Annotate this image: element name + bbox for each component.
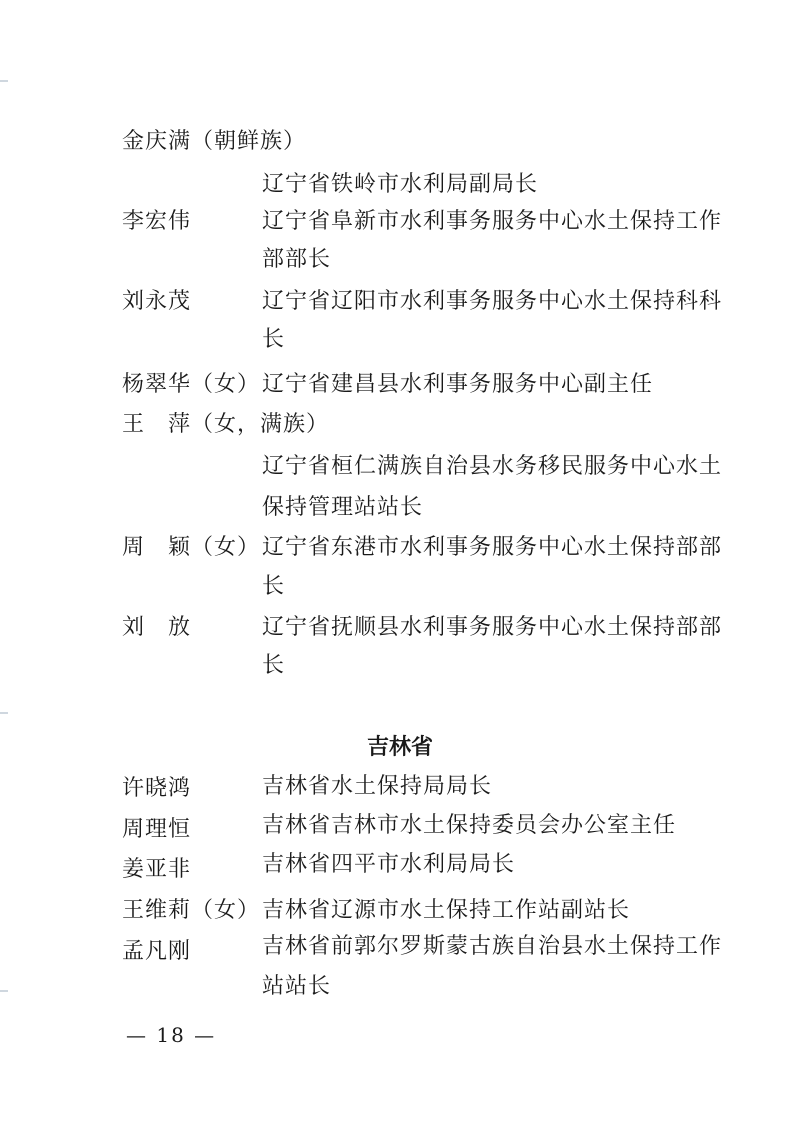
person-title-continued: 长 [262, 327, 286, 352]
person-name: 刘永茂 [122, 289, 192, 314]
person-title: 吉林省前郭尔罗斯蒙古族自治县水土保持工作 [262, 934, 723, 959]
person-title: 辽宁省阜新市水利事务服务中心水土保持工作 [262, 209, 723, 234]
person-title: 辽宁省辽阳市水利事务服务中心水土保持科科 [262, 289, 723, 314]
person-title: 吉林省四平市水利局局长 [262, 852, 516, 877]
page-number: — 18 — [126, 1023, 217, 1047]
person-title-continued: 长 [262, 653, 286, 678]
person-title: 吉林省水土保持局局长 [262, 774, 493, 799]
person-name: 金庆满（朝鲜族） [122, 129, 307, 154]
person-title-continued: 保持管理站站长 [262, 495, 424, 520]
person-title: 辽宁省桓仁满族自治县水务移民服务中心水土 [262, 454, 723, 479]
person-title: 吉林省吉林市水土保持委员会办公室主任 [262, 813, 677, 838]
person-name: 杨翠华（女） [122, 372, 261, 397]
scan-margin-mark [0, 990, 8, 992]
person-name: 孟凡刚 [122, 939, 192, 964]
person-title-continued: 站站长 [262, 974, 332, 999]
person-name: 姜亚非 [122, 857, 192, 882]
person-title: 辽宁省抚顺县水利事务服务中心水土保持部部 [262, 615, 723, 640]
person-name: 王 萍（女，满族） [122, 412, 330, 437]
person-name: 刘 放 [122, 615, 192, 640]
scan-margin-mark [0, 80, 8, 82]
person-name: 周理恒 [122, 817, 192, 842]
person-title-continued: 长 [262, 574, 286, 599]
person-name: 许晓鸿 [122, 776, 192, 801]
person-title: 辽宁省铁岭市水利局副局长 [262, 172, 539, 197]
scan-margin-mark [0, 712, 8, 714]
person-name: 王维莉（女） [122, 898, 261, 923]
person-title: 辽宁省建昌县水利事务服务中心副主任 [262, 372, 654, 397]
person-title-continued: 部部长 [262, 247, 332, 272]
person-name: 李宏伟 [122, 209, 192, 234]
person-title: 吉林省辽源市水土保持工作站副站长 [262, 898, 631, 923]
person-name: 周 颖（女） [122, 535, 261, 560]
person-title: 辽宁省东港市水利事务服务中心水土保持部部 [262, 535, 723, 560]
section-title: 吉林省 [366, 735, 433, 760]
